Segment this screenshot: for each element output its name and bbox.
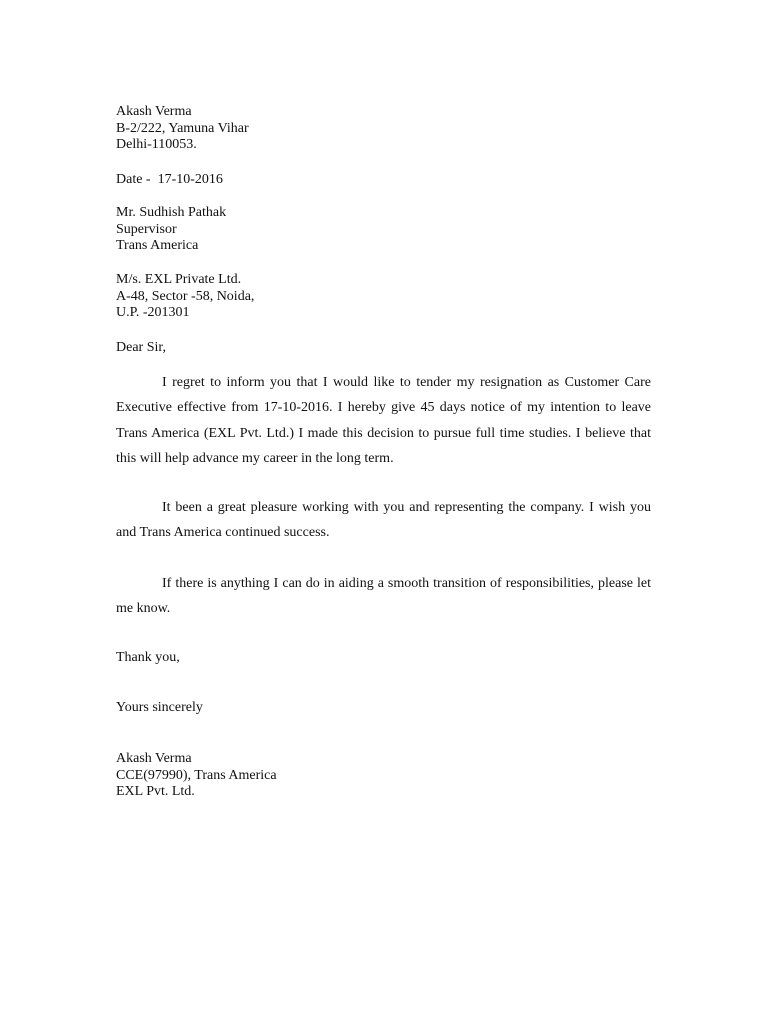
body-paragraph-2: It been a great pleasure working with you and representing the company. I wish you and Trans America continued success. bbox=[116, 500, 651, 541]
body-paragraph-1: I regret to inform you that I would like to tender my resignation as Customer Care Executive effective from 17-10-2016. I hereby give 45 days notice of my intention to leave Trans America (EXL Pvt. Ltd.) I made this decision to pursue full time studies. I believe that this will help advance my career in the long term. bbox=[116, 375, 651, 466]
recipient-title: Supervisor bbox=[116, 221, 177, 237]
body-paragraph-3: If there is anything I can do in aiding a smooth transition of responsibilities, please let me know. bbox=[116, 576, 651, 617]
company-address-line-1: A-48, Sector -58, Noida, bbox=[116, 288, 255, 304]
company-address-line-2: U.P. -201301 bbox=[116, 305, 190, 321]
thank-you-line: Thank you, bbox=[116, 650, 180, 665]
company-address-block bbox=[116, 272, 254, 322]
signature-role: CCE(97990), Trans America bbox=[116, 767, 277, 783]
letter-date: Date - 17-10-2016 bbox=[116, 172, 223, 187]
recipient-name: Mr. Sudhish Pathak bbox=[116, 205, 227, 220]
signature-name: Akash Verma bbox=[116, 751, 192, 766]
salutation: Dear Sir, bbox=[116, 340, 166, 355]
signature-block bbox=[116, 751, 277, 801]
sender-address-block bbox=[116, 104, 249, 154]
signature-company: EXL Pvt. Ltd. bbox=[116, 784, 195, 800]
recipient-block bbox=[116, 205, 226, 255]
sender-address-line-1: B-2/222, Yamuna Vihar bbox=[116, 120, 249, 136]
recipient-organization: Trans America bbox=[116, 238, 199, 254]
company-name: M/s. EXL Private Ltd. bbox=[116, 272, 242, 287]
sender-address-line-2: Delhi-110053. bbox=[116, 137, 197, 153]
sender-name: Akash Verma bbox=[116, 104, 192, 119]
closing-line: Yours sincerely bbox=[116, 700, 203, 715]
